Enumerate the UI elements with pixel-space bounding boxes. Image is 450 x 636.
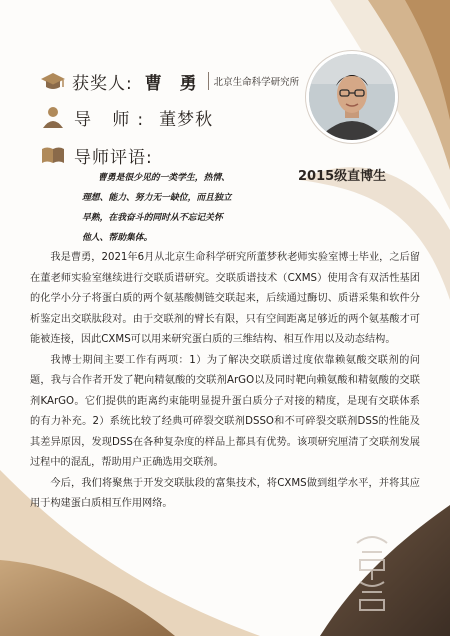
grade-tag: 2015级直博生 xyxy=(298,169,387,184)
mentor-comment xyxy=(82,168,292,248)
comment-line: 理想、能力、努力无一缺位，而且独立 xyxy=(82,193,232,203)
awardee-name: 曹 勇 xyxy=(144,73,203,94)
awardee-row xyxy=(40,68,299,94)
comment-line: 早熟，在我奋斗的同时从不忘记关怀 xyxy=(82,213,223,223)
mentor-name: 董梦秋 xyxy=(159,109,214,130)
graduation-cap-icon xyxy=(40,68,66,94)
paragraph: 我博士期间主要工作有两项：1）为了解决交联质谱过度依靠赖氨酸交联剂的问题，我与合作者开发了靶向精氨酸的交联剂ArGO以及同时靶向赖氨酸和精氨酸的交联剂KArGO。它们提供的距离约束能明显提升蛋白质分子对接的精度，是现有交联体系的有力补充。2）系统比较了经典可碎裂交联剂DSSO和不可碎裂交联剂DSS的性能及其差异原因，发现DSS在各种复杂度的样品上都具有优势。该项研究厘清了交联剂发展过程中的混乱，帮助用户正确选用交联剂。 xyxy=(30,354,420,468)
comment-line: 曹勇是很少见的一类学生，热情、 xyxy=(98,173,230,183)
comment-title: 导师评语: xyxy=(74,147,153,168)
mentor-row xyxy=(40,104,213,130)
paragraph: 我是曹勇，2021年6月从北京生命科学研究所董梦秋老师实验室博士毕业，之后留在董老师实验室继续进行交联质谱研究。交联质谱技术（CXMS）使用含有双活性基团的化学小分子将蛋白质的两个氨基酸侧链交联起来，后续通过酶切、质谱采集和软件分析鉴定出交联肽段对。由于交联剂的臂长有限，只有空间距离足够近的两个氨基酸才可能被连接，因此CXMS可以用来研究蛋白质的三维结构、相互作用以及动态结构。 xyxy=(30,252,420,345)
mentor-label: 导 师: xyxy=(74,109,152,130)
portrait-photo xyxy=(306,51,398,143)
paragraph: 今后，我们将聚焦于开发交联肽段的富集技术，将CXMS做到组学水平，并将其应用于构建蛋白质相互作用网络。 xyxy=(30,477,420,509)
comment-line: 他人、帮助集体。 xyxy=(82,233,153,243)
awardee-label: 获奖人: xyxy=(72,73,133,94)
divider xyxy=(208,72,209,90)
body-text xyxy=(30,248,420,515)
institute-name: 北京生命科学研究所 xyxy=(213,77,300,88)
comment-title-row xyxy=(40,142,153,168)
book-icon xyxy=(40,142,66,168)
person-icon xyxy=(40,104,66,130)
